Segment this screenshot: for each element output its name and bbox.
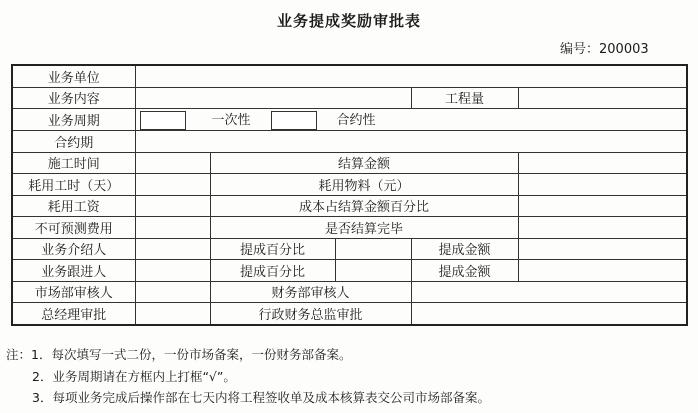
commission-pct-2-field[interactable] [335,260,411,282]
labor-hours-label: 耗用工时（天） [12,174,135,196]
settlement-done-field[interactable] [518,217,687,239]
follow-up-field[interactable] [135,260,210,282]
settlement-amount-label: 结算金额 [210,152,518,174]
approval-form-table [11,64,688,326]
business-cycle-options [135,109,687,131]
gm-approval-field[interactable] [135,303,210,325]
commission-amount-2-label: 提成金额 [411,260,518,282]
note-1: 注：1．每次填写一式二份，一份市场备案，一份财务部备案。 [6,347,352,362]
one-time-label: 一次性 [211,113,251,128]
row-business-content [12,87,687,109]
workload-field[interactable] [518,87,687,109]
referrer-label: 业务介绍人 [12,238,135,260]
unforeseen-costs-field[interactable] [135,217,210,239]
one-time-checkbox[interactable] [140,111,186,130]
row-construction-time [12,152,687,174]
row-referrer [12,238,687,260]
finance-review-label: 财务部审核人 [210,281,411,303]
commission-pct-field[interactable] [335,238,411,260]
settlement-done-label: 是否结算完毕 [210,217,518,239]
form-title: 业务提成奖励审批表 [276,12,421,30]
market-review-field[interactable] [135,281,210,303]
finance-review-field[interactable] [411,281,687,303]
settlement-amount-field[interactable] [518,152,687,174]
row-business-cycle [12,109,687,131]
business-content-field[interactable] [135,87,411,109]
contract-period-field[interactable] [135,131,687,153]
materials-used-label: 耗用物料（元） [210,174,518,196]
contract-based-checkbox[interactable] [271,111,317,130]
labor-wages-label: 耗用工资 [12,195,135,217]
market-review-label: 市场部审核人 [12,281,135,303]
cost-pct-field[interactable] [518,195,687,217]
materials-used-field[interactable] [518,174,687,196]
row-unforeseen-costs [12,217,687,239]
row-gm-approval [12,303,687,325]
follow-up-label: 业务跟进人 [12,260,135,282]
note-2: 2．业务周期请在方框内上打框“√”。 [32,368,236,384]
commission-amount-label: 提成金额 [411,238,518,260]
labor-hours-field[interactable] [135,174,210,196]
gm-approval-label: 总经理审批 [12,303,135,325]
row-business-unit [12,65,687,87]
row-follow-up [12,260,687,282]
commission-amount-field[interactable] [518,238,687,260]
construction-time-field[interactable] [135,152,210,174]
admin-fin-approval-label: 行政财务总监审批 [210,303,411,325]
admin-fin-approval-field[interactable] [411,303,687,325]
note-3: 3．每项业务完成后操作部在七天内将工程签收单及成本核算表交公司市场部备案。 [32,390,490,405]
row-contract-period [12,131,687,153]
document-number: 编号：200003 [560,42,649,57]
business-content-label: 业务内容 [12,87,135,109]
business-cycle-label: 业务周期 [12,109,135,131]
workload-label: 工程量 [411,87,518,109]
form-notes [6,344,490,409]
row-market-review [12,281,687,303]
commission-pct-label: 提成百分比 [210,238,335,260]
contract-period-label: 合约期 [12,131,135,153]
business-unit-field[interactable] [135,65,687,87]
commission-amount-2-field[interactable] [518,260,687,282]
labor-wages-field[interactable] [135,195,210,217]
unforeseen-costs-label: 不可预测费用 [12,217,135,239]
cost-pct-label: 成本占结算金额百分比 [210,195,518,217]
business-unit-label: 业务单位 [12,65,135,87]
construction-time-label: 施工时间 [12,152,135,174]
row-labor-hours [12,174,687,196]
contract-based-label: 合约性 [336,113,376,128]
commission-pct-2-label: 提成百分比 [210,260,335,282]
referrer-field[interactable] [135,238,210,260]
row-labor-wages [12,195,687,217]
